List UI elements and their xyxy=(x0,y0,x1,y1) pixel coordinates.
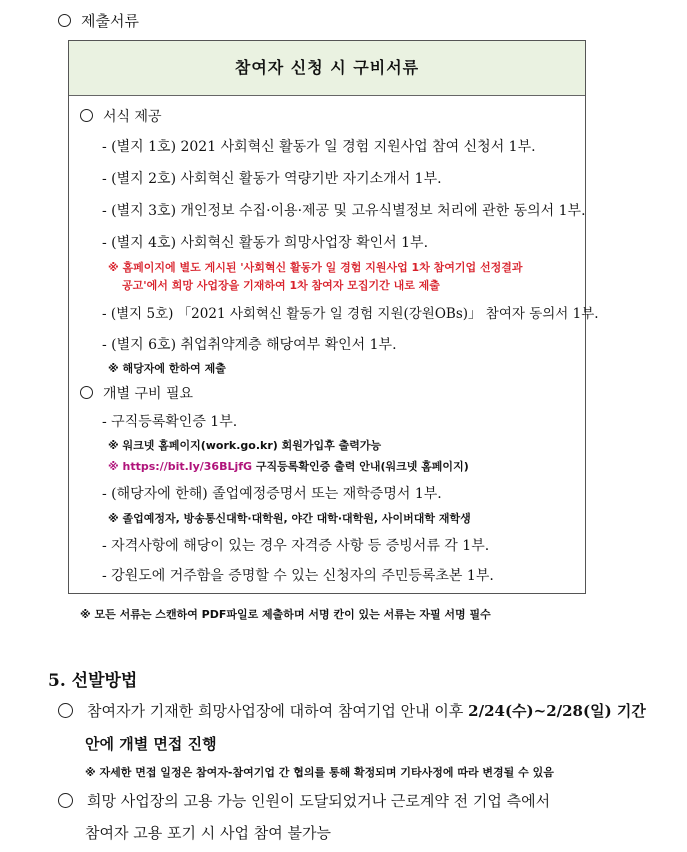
circle-bullet-icon xyxy=(80,386,93,399)
form-item-2: - (별지 2호) 사회혁신 활동가 역량기반 자기소개서 1부. xyxy=(102,171,442,187)
link-note xyxy=(108,458,469,474)
worknet-note: ※ 워크넷 홈페이지(work.go.kr) 회원가입후 출력가능 xyxy=(108,439,382,452)
form-item-6: - (별지 6호) 취업취약계층 해당여부 확인서 1부. xyxy=(102,337,397,353)
form-item-4: - (별지 4호) 사회혁신 활동가 희망사업장 확인서 1부. xyxy=(102,235,429,251)
resident-cert-item: - 강원도에 거주함을 증명할 수 있는 신청자의 주민등록초본 1부. xyxy=(102,568,494,584)
paragraph-1-line1 xyxy=(58,700,646,721)
box-title: 참여자 신청 시 구비서류 xyxy=(69,41,585,96)
note-applicable: ※ 해당자에 한하여 제출 xyxy=(108,362,226,375)
link-note-url[interactable]: ※ https://bit.ly/36BLjfG xyxy=(108,460,253,473)
form-item-5: - (별지 5호) 「2021 사회혁신 활동가 일 경험 지원(강원OBs)」 참여자 동의서 1부. xyxy=(102,306,599,322)
qualification-cert-item: - 자격사항에 해당이 있는 경우 자격증 사항 등 증빙서류 각 1부. xyxy=(102,538,490,554)
graduation-note: ※ 졸업예정자, 방송통신대학·대학원, 야간 대학·대학원, 사이버대학 재학생 xyxy=(108,512,471,525)
red-note-line2: 공고'에서 희망 사업장을 기재하여 1차 참여자 모집기간 내로 제출 xyxy=(122,279,440,292)
paragraph-2-line2: 참여자 고용 포기 시 사업 참여 불가능 xyxy=(85,824,331,842)
circle-bullet-icon xyxy=(58,793,73,808)
paragraph-2-text: 희망 사업장의 고용 가능 인원이 도달되었거나 근로계약 전 기업 측에서 xyxy=(87,792,551,810)
section-forms-text: 서식 제공 xyxy=(103,109,162,125)
paragraph-1-text: 참여자가 기재한 희망사업장에 대하여 참여기업 안내 이후 xyxy=(87,702,464,720)
section-forms-label xyxy=(80,106,162,126)
form-item-1: - (별지 1호) 2021 사회혁신 활동가 일 경험 지원사업 참여 신청서 1부. xyxy=(102,139,536,155)
paragraph-2-line1 xyxy=(58,790,550,811)
top-heading xyxy=(58,10,139,31)
footer-note: ※ 모든 서류는 스캔하여 PDF파일로 제출하며 서명 칸이 있는 서류는 자필 서명 필수 xyxy=(80,608,491,621)
graduation-cert-item: - (해당자에 한해) 졸업예정증명서 또는 재학증명서 1부. xyxy=(102,486,442,502)
link-note-text: 구직등록확인증 출력 안내(워크넷 홈페이지) xyxy=(255,460,469,473)
circle-bullet-icon xyxy=(58,14,71,27)
circle-bullet-icon xyxy=(80,109,93,122)
section5-title: 5. 선발방법 xyxy=(48,671,138,691)
paragraph-1-line2: 안에 개별 면접 진행 xyxy=(85,735,217,753)
form-item-3: - (별지 3호) 개인정보 수집·이용·제공 및 고유식별정보 처리에 관한 동의서 1부. xyxy=(102,203,586,219)
interview-note: ※ 자세한 면접 일정은 참여자-참여기업 간 협의를 통해 확정되며 기타사정에 따라 변경될 수 있음 xyxy=(85,766,554,779)
section-individual-label xyxy=(80,383,193,403)
section-individual-text: 개별 구비 필요 xyxy=(103,386,194,402)
top-heading-text: 제출서류 xyxy=(81,12,139,30)
circle-bullet-icon xyxy=(58,703,73,718)
red-note-line1: ※ 홈페이지에 별도 게시된 '사회혁신 활동가 일 경험 지원사업 1차 참여기업 선정결과 xyxy=(108,261,523,274)
job-registration-item: - 구직등록확인증 1부. xyxy=(102,414,238,430)
interview-period: 2/24(수)~2/28(일) 기간 xyxy=(468,702,646,720)
